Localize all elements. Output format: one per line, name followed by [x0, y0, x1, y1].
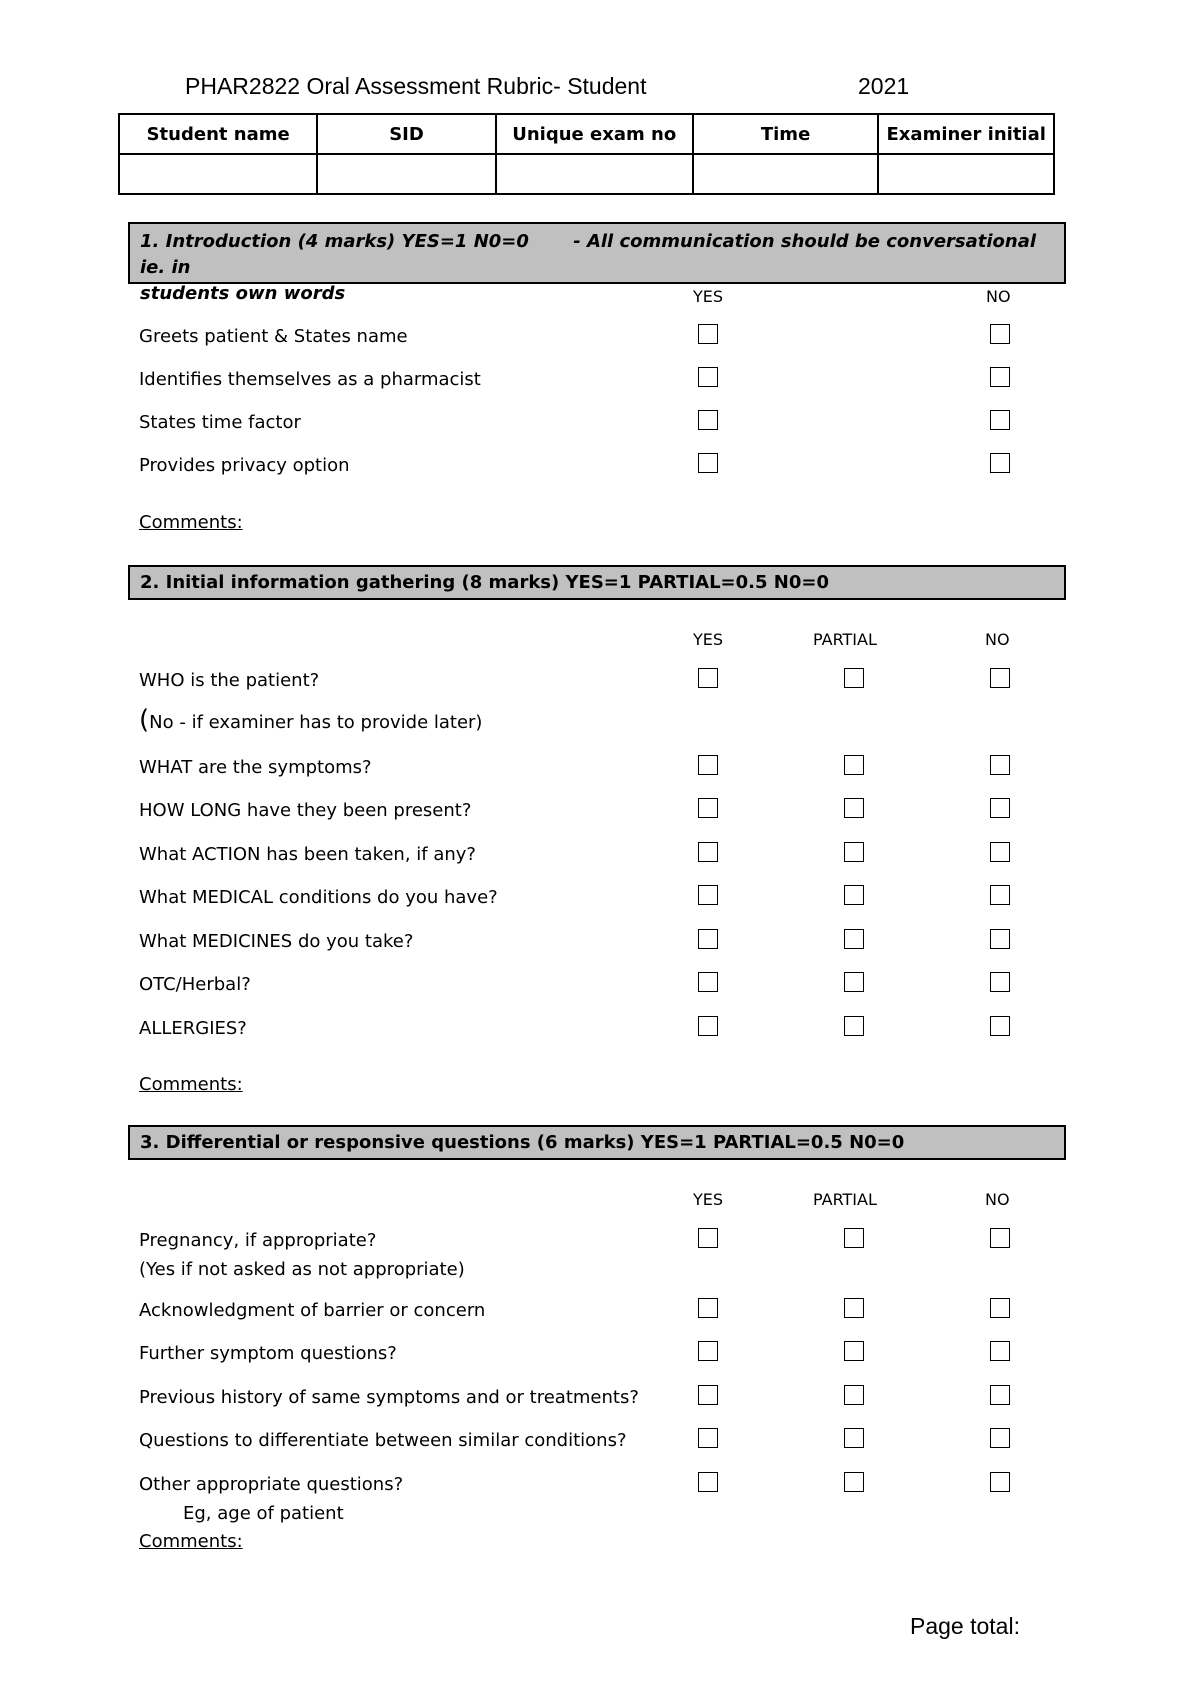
how-long-partial-checkbox[interactable] [844, 798, 864, 818]
otc-no-checkbox[interactable] [990, 972, 1010, 992]
previous-history-no-checkbox[interactable] [990, 1385, 1010, 1405]
unique-exam-no-field[interactable] [496, 154, 693, 194]
examiner-initial-field[interactable] [878, 154, 1054, 194]
section2-header [128, 565, 1066, 600]
differentiate-partial-checkbox[interactable] [844, 1428, 864, 1448]
note-text: No - if examiner has to provide later) [149, 712, 483, 733]
section2-item-medical: What MEDICAL conditions do you have? [139, 887, 498, 908]
col-sid: SID [317, 114, 495, 154]
section3-title: 3. Differential or responsive questions (6 marks) YES=1 PARTIAL=0.5 N0=0 [140, 1132, 905, 1153]
section2-item-action: What ACTION has been taken, if any? [139, 844, 476, 865]
time-factor-no-checkbox[interactable] [990, 410, 1010, 430]
privacy-no-checkbox[interactable] [990, 453, 1010, 473]
section2-comments: Comments: [139, 1074, 243, 1095]
section1-item-greets: Greets patient & States name [139, 326, 408, 347]
differentiate-yes-checkbox[interactable] [698, 1428, 718, 1448]
page-total-label: Page total: [910, 1613, 1020, 1639]
otc-yes-checkbox[interactable] [698, 972, 718, 992]
section1-col-yes: YES [693, 287, 724, 306]
how-long-yes-checkbox[interactable] [698, 798, 718, 818]
differentiate-no-checkbox[interactable] [990, 1428, 1010, 1448]
allergies-partial-checkbox[interactable] [844, 1016, 864, 1036]
otc-partial-checkbox[interactable] [844, 972, 864, 992]
table-input-row [119, 154, 1054, 194]
previous-history-yes-checkbox[interactable] [698, 1385, 718, 1405]
sid-field[interactable] [317, 154, 495, 194]
time-factor-yes-checkbox[interactable] [698, 410, 718, 430]
who-partial-checkbox[interactable] [844, 668, 864, 688]
section2-item-how-long: HOW LONG have they been present? [139, 800, 472, 821]
page-title: PHAR2822 Oral Assessment Rubric- Student [185, 73, 647, 99]
pregnancy-yes-checkbox[interactable] [698, 1228, 718, 1248]
section1-title: 1. Introduction (4 marks) YES=1 N0=0 [140, 231, 529, 252]
section2-col-no: NO [985, 630, 1010, 649]
col-student-name: Student name [119, 114, 317, 154]
medicines-partial-checkbox[interactable] [844, 929, 864, 949]
action-yes-checkbox[interactable] [698, 842, 718, 862]
section2-item-otc: OTC/Herbal? [139, 974, 251, 995]
section2-note-who [139, 705, 483, 735]
time-field[interactable] [693, 154, 879, 194]
privacy-yes-checkbox[interactable] [698, 453, 718, 473]
section2-item-medicines: What MEDICINES do you take? [139, 931, 414, 952]
section3-col-no: NO [985, 1190, 1010, 1209]
section1-item-pharmacist: Identifies themselves as a pharmacist [139, 369, 481, 390]
action-no-checkbox[interactable] [990, 842, 1010, 862]
pharmacist-yes-checkbox[interactable] [698, 367, 718, 387]
table-header-row [119, 114, 1054, 154]
col-time: Time [693, 114, 879, 154]
section3-item-differentiate: Questions to differentiate between similar conditions? [139, 1430, 627, 1451]
section3-note-other: Eg, age of patient [183, 1503, 344, 1524]
section3-col-yes: YES [693, 1190, 724, 1209]
section3-note-pregnancy: (Yes if not asked as not appropriate) [139, 1259, 465, 1280]
who-no-checkbox[interactable] [990, 668, 1010, 688]
section2-item-allergies: ALLERGIES? [139, 1018, 247, 1039]
greets-yes-checkbox[interactable] [698, 324, 718, 344]
what-no-checkbox[interactable] [990, 755, 1010, 775]
medical-no-checkbox[interactable] [990, 885, 1010, 905]
section2-col-partial: PARTIAL [813, 630, 877, 649]
note-paren: ( [139, 705, 150, 735]
section3-item-pregnancy: Pregnancy, if appropriate? [139, 1230, 377, 1251]
section2-title: 2. Initial information gathering (8 marks) YES=1 PARTIAL=0.5 N0=0 [140, 572, 829, 593]
pregnancy-partial-checkbox[interactable] [844, 1228, 864, 1248]
acknowledgment-no-checkbox[interactable] [990, 1298, 1010, 1318]
section2-col-yes: YES [693, 630, 724, 649]
section1-note: - All communication should be conversational ie. in [140, 231, 1037, 278]
further-symptom-partial-checkbox[interactable] [844, 1341, 864, 1361]
section1-comments: Comments: [139, 512, 243, 533]
pregnancy-no-checkbox[interactable] [990, 1228, 1010, 1248]
previous-history-partial-checkbox[interactable] [844, 1385, 864, 1405]
student-info-table [118, 113, 1055, 195]
medicines-yes-checkbox[interactable] [698, 929, 718, 949]
section3-item-previous-history: Previous history of same symptoms and or treatments? [139, 1387, 639, 1408]
medical-yes-checkbox[interactable] [698, 885, 718, 905]
medicines-no-checkbox[interactable] [990, 929, 1010, 949]
section1-item-time-factor: States time factor [139, 412, 301, 433]
other-partial-checkbox[interactable] [844, 1472, 864, 1492]
other-no-checkbox[interactable] [990, 1472, 1010, 1492]
year: 2021 [858, 73, 910, 99]
section3-item-acknowledgment: Acknowledgment of barrier or concern [139, 1300, 486, 1321]
allergies-no-checkbox[interactable] [990, 1016, 1010, 1036]
action-partial-checkbox[interactable] [844, 842, 864, 862]
section2-item-what: WHAT are the symptoms? [139, 757, 372, 778]
section2-item-who: WHO is the patient? [139, 670, 320, 691]
further-symptom-no-checkbox[interactable] [990, 1341, 1010, 1361]
how-long-no-checkbox[interactable] [990, 798, 1010, 818]
section1-note-cont: students own words [140, 283, 346, 304]
allergies-yes-checkbox[interactable] [698, 1016, 718, 1036]
pharmacist-no-checkbox[interactable] [990, 367, 1010, 387]
col-unique-exam-no: Unique exam no [496, 114, 693, 154]
what-yes-checkbox[interactable] [698, 755, 718, 775]
section3-item-other: Other appropriate questions? [139, 1474, 404, 1495]
acknowledgment-yes-checkbox[interactable] [698, 1298, 718, 1318]
greets-no-checkbox[interactable] [990, 324, 1010, 344]
what-partial-checkbox[interactable] [844, 755, 864, 775]
col-examiner-initial: Examiner initial [878, 114, 1054, 154]
other-yes-checkbox[interactable] [698, 1472, 718, 1492]
who-yes-checkbox[interactable] [698, 668, 718, 688]
section1-col-no: NO [986, 287, 1011, 306]
section3-col-partial: PARTIAL [813, 1190, 877, 1209]
medical-partial-checkbox[interactable] [844, 885, 864, 905]
section3-item-further-symptom: Further symptom questions? [139, 1343, 397, 1364]
section1-item-privacy: Provides privacy option [139, 455, 350, 476]
acknowledgment-partial-checkbox[interactable] [844, 1298, 864, 1318]
section3-comments: Comments: [139, 1531, 243, 1552]
section3-header [128, 1125, 1066, 1160]
further-symptom-yes-checkbox[interactable] [698, 1341, 718, 1361]
student-name-field[interactable] [119, 154, 317, 194]
